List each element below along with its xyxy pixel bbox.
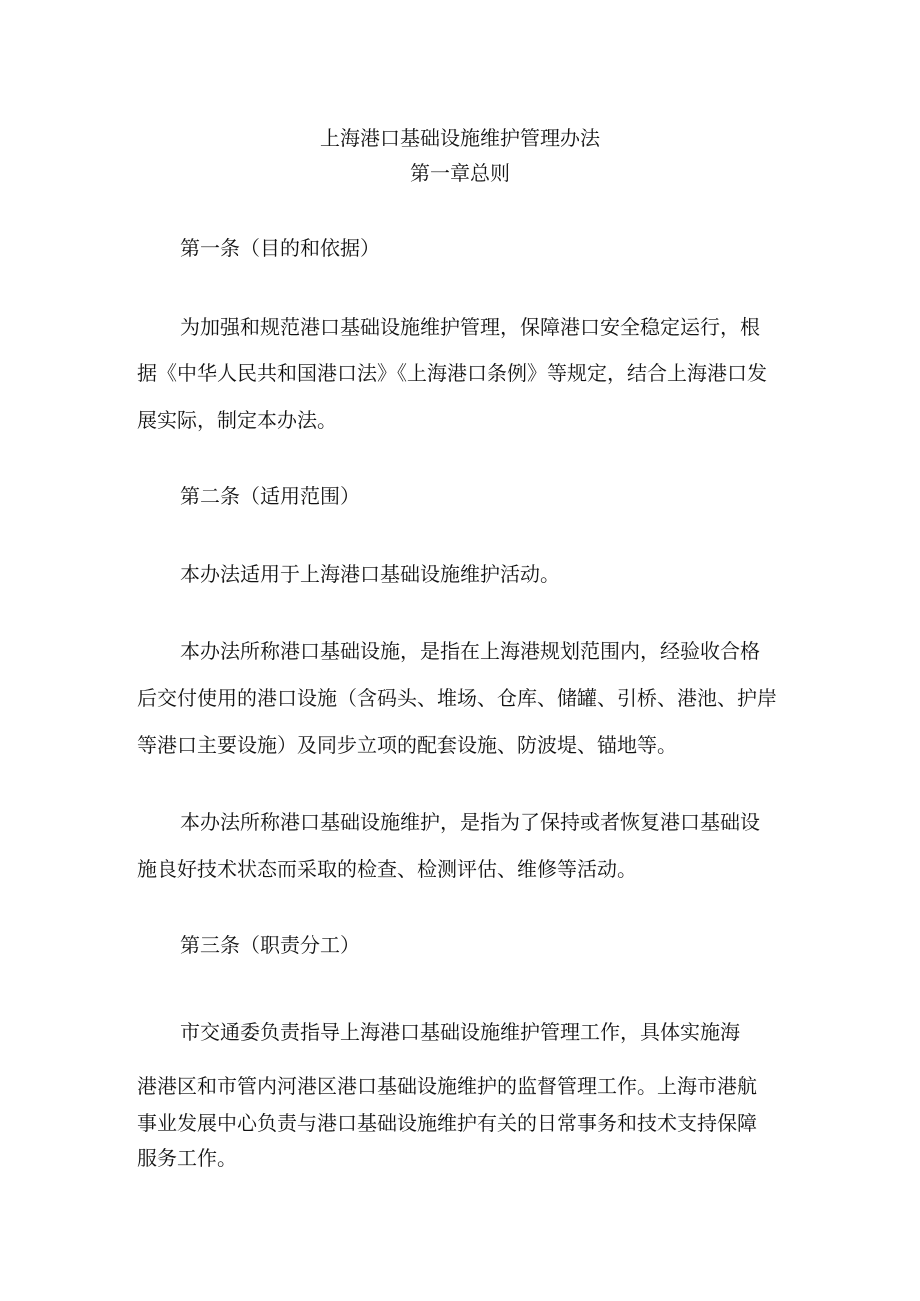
document-title: 上海港口基础设施维护管理办法 xyxy=(320,126,600,150)
chapter-heading: 第一章总则 xyxy=(410,161,510,185)
article-1-heading: 第一条（目的和依据） xyxy=(180,236,380,260)
article-3-heading: 第三条（职责分工） xyxy=(180,933,360,957)
article-3-para-1-line-1: 市交通委负责指导上海港口基础设施维护管理工作，具体实施海 xyxy=(180,1020,740,1044)
article-1-para-1-line-1: 为加强和规范港口基础设施维护管理，保障港口安全稳定运行，根 xyxy=(180,315,760,339)
article-3-para-1-line-4: 服务工作。 xyxy=(137,1146,237,1170)
article-2-para-2-line-1: 本办法所称港口基础设施，是指在上海港规划范围内，经验收合格 xyxy=(180,639,760,663)
article-2-heading: 第二条（适用范围） xyxy=(180,484,360,508)
article-2-para-1-line-1: 本办法适用于上海港口基础设施维护活动。 xyxy=(180,562,560,586)
article-2-para-3-line-2: 施良好技术状态而采取的检查、检测评估、维修等活动。 xyxy=(137,857,637,881)
article-1-para-1-line-2: 据《中华人民共和国港口法》《上海港口条例》等规定，结合上海港口发 xyxy=(137,361,767,385)
article-2-para-2-line-2: 后交付使用的港口设施（含码头、堆场、仓库、储罐、引桥、港池、护岸 xyxy=(137,686,777,710)
article-1-para-1-line-3: 展实际，制定本办法。 xyxy=(137,408,337,432)
article-2-para-2-line-3: 等港口主要设施）及同步立项的配套设施、防波堤、锚地等。 xyxy=(137,733,677,757)
article-3-para-1-line-3: 事业发展中心负责与港口基础设施维护有关的日常事务和技术支持保障 xyxy=(137,1111,757,1135)
article-3-para-1-line-2: 港港区和市管内河港区港口基础设施维护的监督管理工作。上海市港航 xyxy=(137,1074,757,1098)
article-2-para-3-line-1: 本办法所称港口基础设施维护，是指为了保持或者恢复港口基础设 xyxy=(180,810,760,834)
